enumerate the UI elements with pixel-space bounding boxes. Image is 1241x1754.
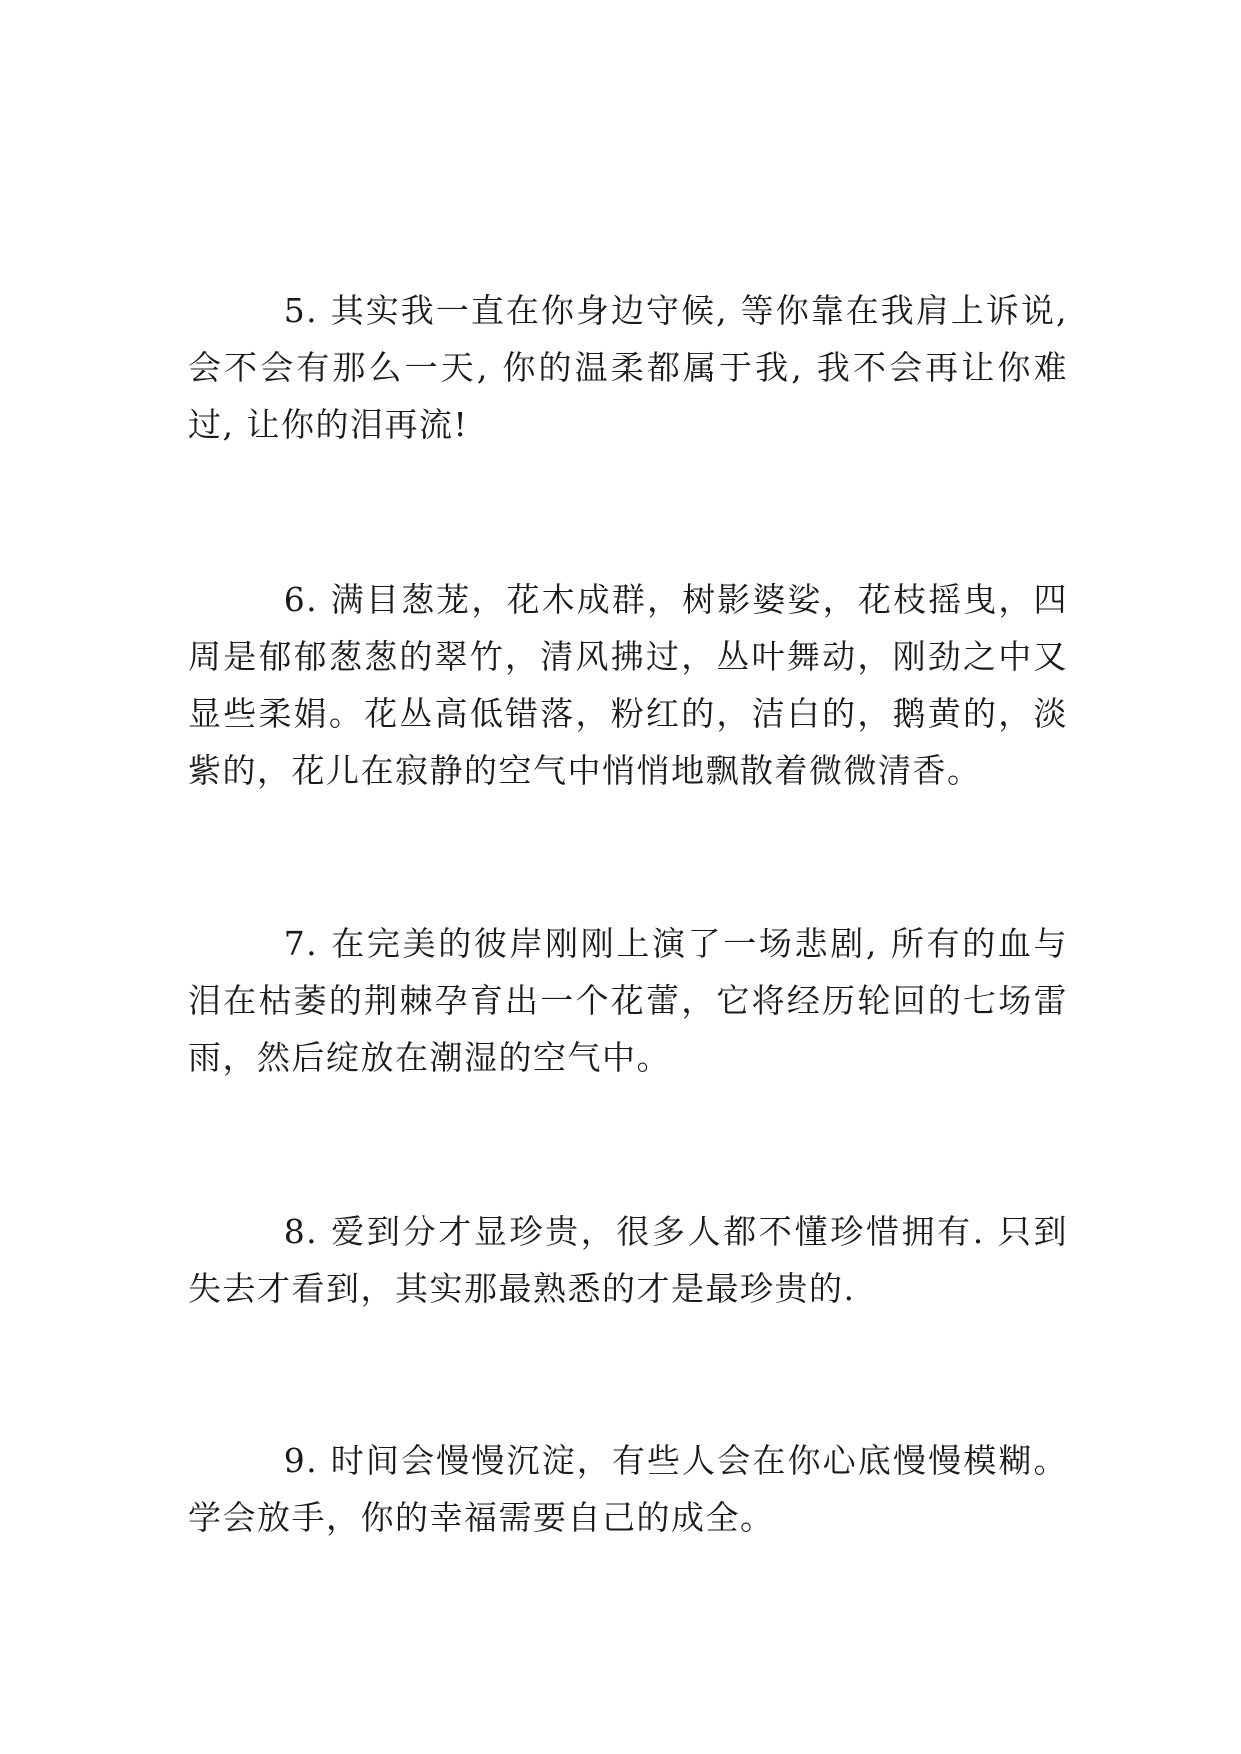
paragraph-8: 8. 爱到分才显珍贵，很多人都不懂珍惜拥有. 只到失去才看到，其实那最熟悉的才是最珍贵的. (188, 1212, 1068, 1308)
paragraph-7: 7. 在完美的彼岸刚刚上演了一场悲剧, 所有的血与泪在枯萎的荆棘孕育出一个花蕾，它将经历轮回的七场雷雨，然后绽放在潮湿的空气中。 (188, 924, 1068, 1077)
paragraph-5: 5. 其实我一直在你身边守候, 等你靠在我肩上诉说, 会不会有那么一天, 你的温柔都属于我, 我不会再让你难过, 让你的泪再流! (188, 291, 1068, 444)
paragraph-6: 6. 满目葱茏，花木成群，树影婆娑，花枝摇曳，四周是郁郁葱葱的翠竹，清风拂过，丛叶舞动，刚劲之中又显些柔娟。花丛高低错落，粉红的，洁白的，鹅黄的，淡紫的，花儿在寂静的空气中悄悄地飘散着微微清香。 (188, 580, 1068, 790)
paragraph-9: 9. 时间会慢慢沉淀，有些人会在你心底慢慢模糊。学会放手，你的幸福需要自己的成全。 (188, 1441, 1068, 1537)
